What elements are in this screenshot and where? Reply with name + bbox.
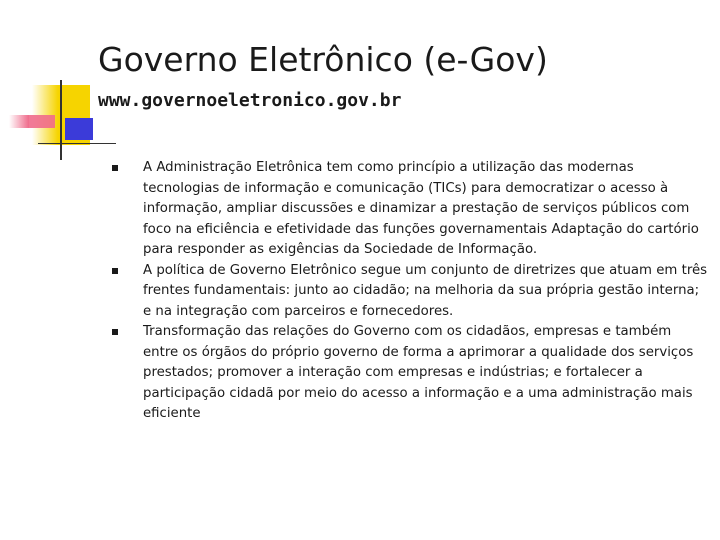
list-item bbox=[108, 322, 708, 425]
list-item bbox=[108, 158, 708, 261]
list-item bbox=[108, 261, 708, 323]
vertical-rule bbox=[60, 80, 62, 160]
bullet-list bbox=[108, 158, 708, 425]
square-bullet-icon bbox=[112, 268, 118, 274]
square-bullet-icon bbox=[112, 329, 118, 335]
slide-title: Governo Eletrônico (e-Gov) bbox=[98, 40, 548, 79]
slide-subtitle-url: www.governoeletronico.gov.br bbox=[98, 90, 402, 111]
list-item-text: A Administração Eletrônica tem como princípio a utilização das modernas tecnologias de informação e comunicação (TICs) para democratizar o acesso à informação, ampliar discussões e dinamizar a prestação de serviços públicos com foco na eficiência e efetividade das funções governamentais Adaptação do cartório para responder as exigências da Sociedade de Informação. bbox=[143, 160, 699, 257]
square-bullet-icon bbox=[112, 165, 118, 171]
list-item-text: A política de Governo Eletrônico segue um conjunto de diretrizes que atuam em três frentes fundamentais: junto ao cidadão; na melhoria da sua própria gestão interna; e na integração com parceiros e fornecedores. bbox=[143, 262, 708, 319]
decorative-blocks bbox=[0, 0, 120, 170]
blue-block bbox=[65, 118, 93, 140]
list-item-text: Transformação das relações do Governo com os cidadãos, empresas e também entre os órgãos do próprio governo de forma a aprimorar a qualidade dos serviços prestados; promover a interação com empresas e indústrias; e fortalecer a participação cidadã por meio do acesso a informação e a uma administração mais eficiente bbox=[143, 324, 694, 421]
horizontal-rule bbox=[38, 143, 116, 144]
pink-block-fade bbox=[9, 115, 29, 128]
